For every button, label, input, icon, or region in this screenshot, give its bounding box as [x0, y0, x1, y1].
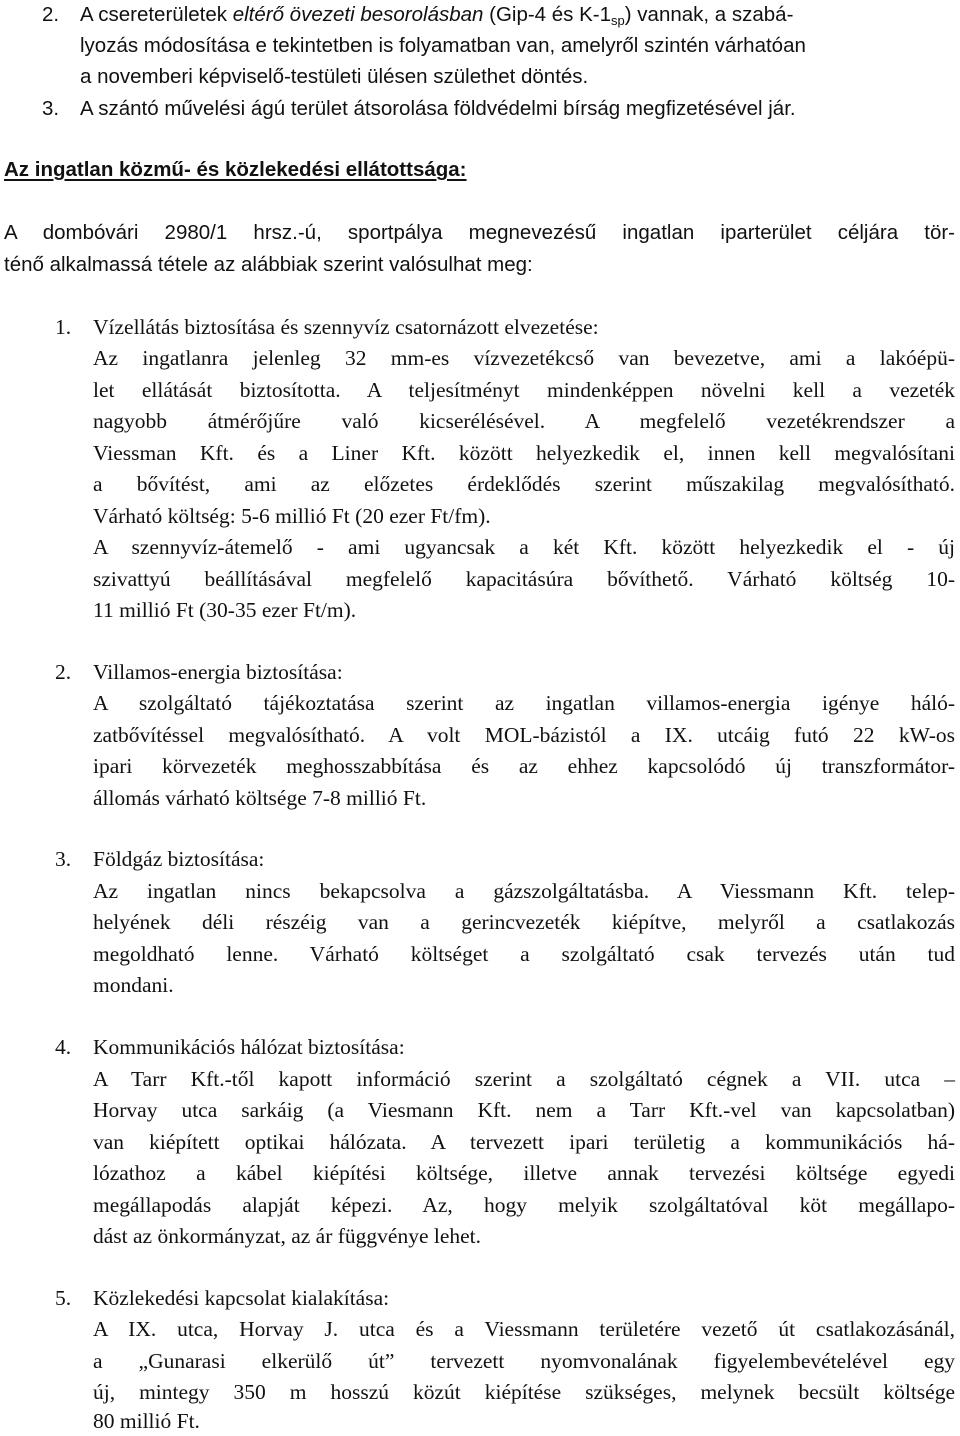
section-5-line-4: 80 millió Ft.: [93, 1409, 200, 1433]
section-3-line-1: Az ingatlan nincs bekapcsolva a gázszolgáltatásba. A Viessmann Kft. telep-: [93, 879, 955, 903]
section-4-number: 4.: [55, 1035, 72, 1059]
section-4-line-5: megállapodás alapját képezi. Az, hogy melyik szolgáltatóval köt megállapo-: [93, 1193, 955, 1217]
intro-item-2-paren: (Gip-4 és K-1: [483, 3, 612, 26]
intro-item-2-line-1: [80, 2, 956, 28]
intro-item-3-number: 3.: [42, 97, 60, 120]
intro-item-2-line-3: a novemberi képviselő-testületi ülésen születhet döntés.: [80, 65, 589, 88]
section-3-line-4: mondani.: [93, 973, 174, 997]
section-4-line-6: dást az önkormányzat, az ár függvénye lehet.: [93, 1224, 482, 1248]
section-1-line-6: Várható költség: 5-6 millió Ft (20 ezer Ft/fm).: [93, 504, 491, 528]
section-1-line-9: 11 millió Ft (30-35 ezer Ft/m).: [93, 598, 357, 622]
section-2-title: Villamos-energia biztosítása:: [93, 660, 343, 684]
section-5-line-1: A IX. utca, Horvay J. utca és a Viessmann területére vezető út csatlakozásánál,: [93, 1317, 955, 1341]
intro-item-2-number: 2.: [42, 3, 60, 26]
section-2-line-2: zatbővítéssel megvalósítható. A volt MOL-bázistól a IX. utcáig futó 22 kW-os: [93, 723, 955, 747]
intro-item-2-rest: ) vannak, a szabá-: [624, 3, 794, 26]
lead-line-1: A dombóvári 2980/1 hrsz.-ú, sportpálya megnevezésű ingatlan iparterület céljára tör-: [4, 221, 955, 244]
section-2-line-3: ipari körvezeték meghosszabbítása és az ehhez kapcsolódó új transzformátor-: [93, 754, 955, 778]
section-3-line-3: megoldható lenne. Várható költséget a szolgáltató csak tervezés után tud: [93, 942, 955, 966]
section-5-number: 5.: [55, 1286, 72, 1310]
section-4-line-1: A Tarr Kft.-től kapott információ szerint a szolgáltató cégnek a VII. utca –: [93, 1067, 955, 1091]
section-1-line-2: let ellátását biztosította. A teljesítményt mindenképpen növelni kell a vezeték: [93, 378, 955, 402]
section-3-line-2: helyének déli részéig van a gerincvezeték kiépítve, melyről a csatlakozás: [93, 910, 955, 934]
section-5-line-3: új, mintegy 350 m hosszú közút kiépítése szükséges, melynek becsült költsége: [93, 1380, 955, 1404]
intro-item-3-text: A szántó művelési ágú terület átsorolása földvédelmi bírság megfizetésével jár.: [80, 97, 796, 120]
section-3-number: 3.: [55, 847, 72, 871]
section-5-title: Közlekedési kapcsolat kialakítása:: [93, 1286, 390, 1310]
section-4-line-4: lózathoz a kábel kiépítési költsége, illetve annak tervezési költsége egyedi: [93, 1161, 955, 1185]
section-1-line-5: a bővítést, ami az előzetes érdeklődés szerint műszakilag megvalósítható.: [93, 472, 955, 496]
lead-line-2: ténő alkalmassá tétele az alábbiak szerint valósulhat meg:: [4, 253, 533, 276]
intro-item-2-line-2: lyozás módosítása e tekintetben is folyamatban van, amelyről szintén várhatóan: [80, 34, 806, 57]
section-2-number: 2.: [55, 660, 72, 684]
intro-item-2-text: A csereterületek: [80, 3, 233, 26]
section-1-line-8: szivattyú beállításával megfelelő kapacitásúra bővíthető. Várható költség 10-: [93, 567, 955, 591]
section-4-line-3: van kiépített optikai hálózata. A tervezett ipari területig a kommunikációs há-: [93, 1130, 955, 1154]
section-4-line-2: Horvay utca sarkáig (a Viesmann Kft. nem a Tarr Kft.-vel van kapcsolatban): [93, 1098, 955, 1122]
section-1-title: Vízellátás biztosítása és szennyvíz csatornázott elvezetése:: [93, 315, 599, 339]
section-5-line-2: a „Gunarasi elkerülő út” tervezett nyomvonalának figyelembevételével egy: [93, 1349, 955, 1373]
intro-item-2-italic: eltérő övezeti besorolásban: [232, 3, 484, 26]
section-4-title: Kommunikációs hálózat biztosítása:: [93, 1035, 405, 1059]
section-2-line-4: állomás várható költsége 7-8 millió Ft.: [93, 786, 427, 810]
section-2-line-1: A szolgáltató tájékoztatása szerint az ingatlan villamos-energia igénye háló-: [93, 691, 955, 715]
section-1-line-4: Viessman Kft. és a Liner Kft. között helyezkedik el, innen kell megvalósítani: [93, 441, 955, 465]
section-1-line-7: A szennyvíz-átemelő - ami ugyancsak a két Kft. között helyezkedik el - új: [93, 535, 955, 559]
intro-item-2-subscript: sp: [611, 13, 625, 28]
section-1-number: 1.: [55, 315, 72, 339]
section-1-line-3: nagyobb átmérőjűre való kicserélésével. A megfelelő vezetékrendszer a: [93, 409, 955, 433]
section-1-line-1: Az ingatlanra jelenleg 32 mm-es vízvezetékcső van bevezetve, ami a lakóépü-: [93, 346, 955, 370]
section-heading: Az ingatlan közmű- és közlekedési ellátottsága:: [4, 158, 467, 181]
section-3-title: Földgáz biztosítása:: [93, 847, 265, 871]
